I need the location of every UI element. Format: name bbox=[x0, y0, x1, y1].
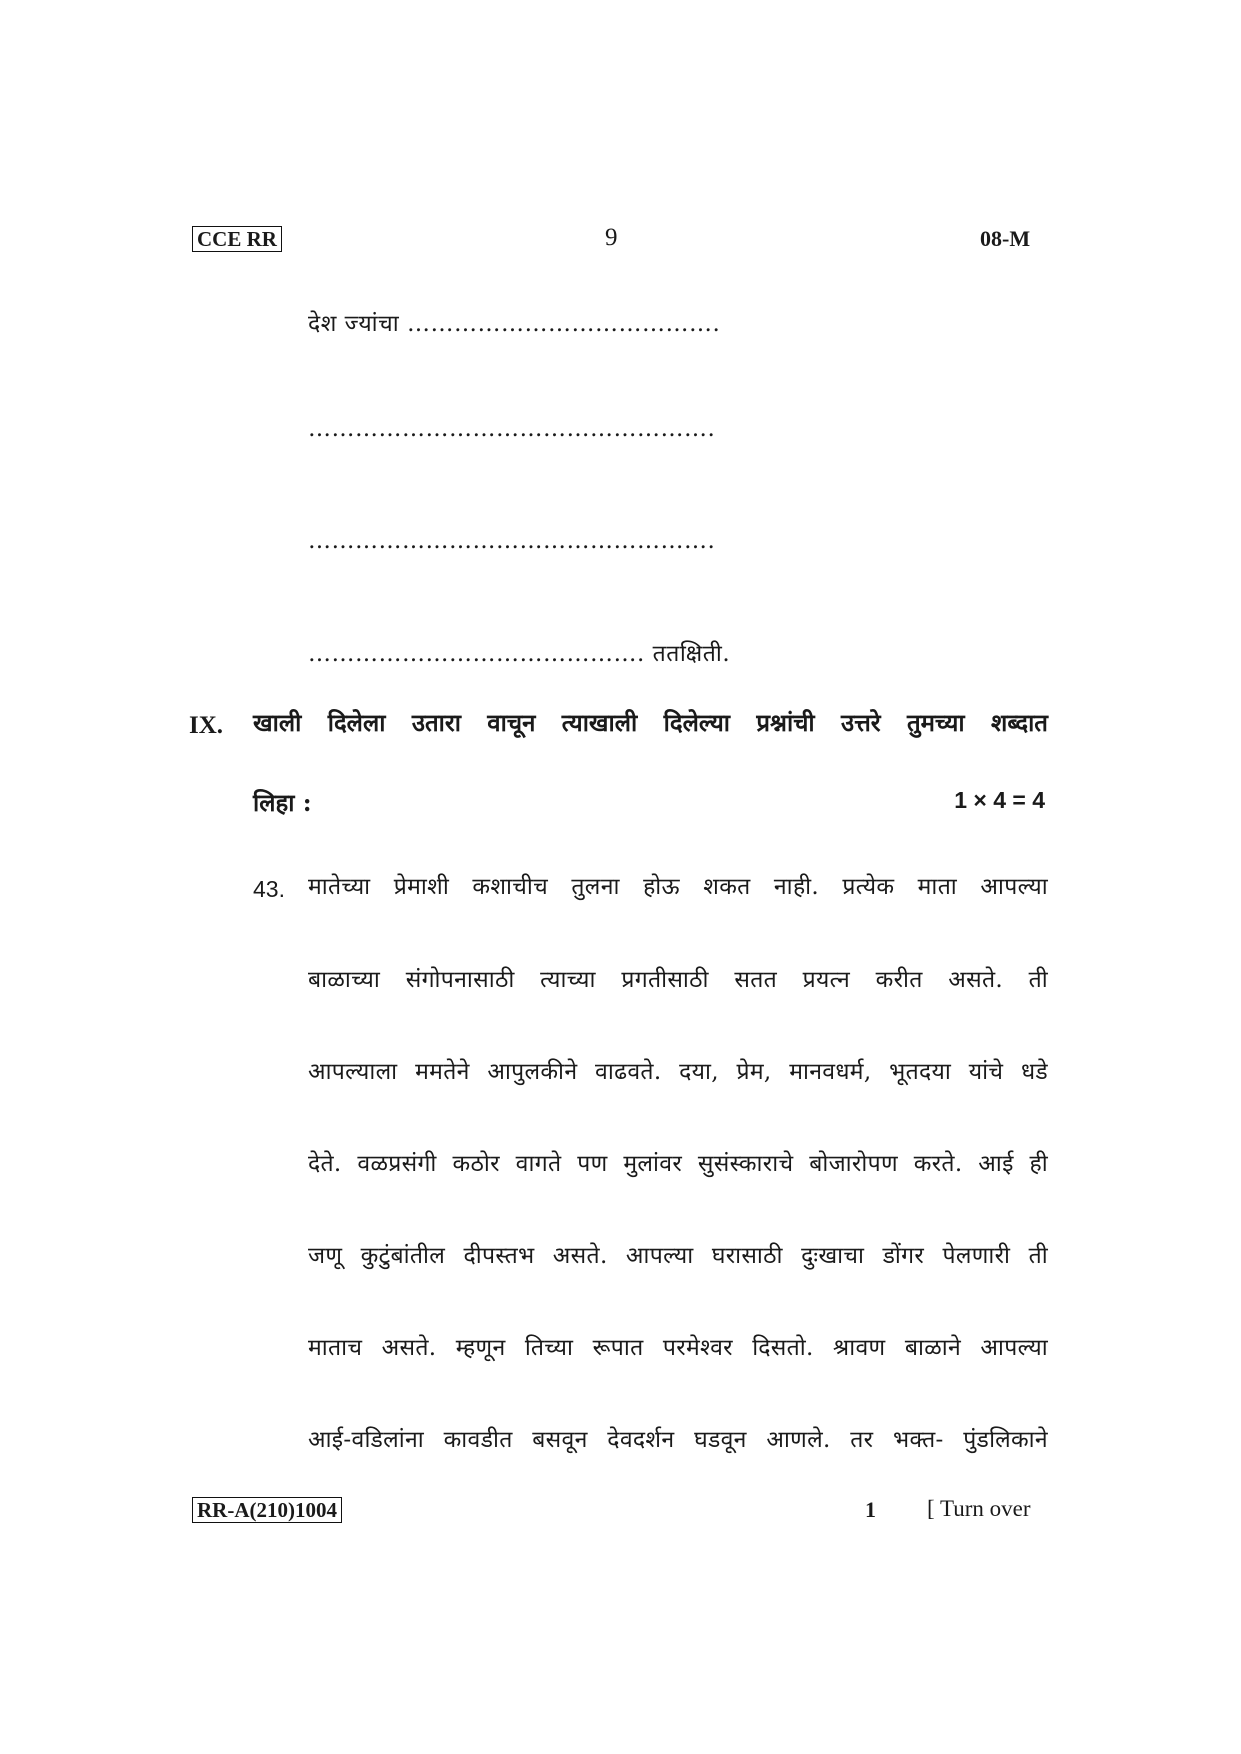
passage-line-3: आपल्याला ममतेने आपुलकीने वाढवते. दया, प्रेम, मानवधर्म, भूतदया यांचे धडे bbox=[308, 1059, 1048, 1085]
footer-code-box: RR-A(210)1004 bbox=[192, 1497, 342, 1523]
poem-line-2: ……………………………………………. bbox=[308, 416, 716, 442]
question-number: 43. bbox=[253, 876, 285, 902]
poem-line-3: ……………………………………………. bbox=[308, 528, 716, 554]
page-number: 9 bbox=[605, 224, 618, 251]
passage-line-4: देते. वळप्रसंगी कठोर वागते पण मुलांवर सुसंस्काराचे बोजारोपण करते. आई ही bbox=[308, 1151, 1048, 1177]
passage-line-1: मातेच्या प्रेमाशी कशाचीच तुलना होऊ शकत नाही. प्रत्येक माता आपल्या bbox=[308, 874, 1048, 900]
poem-line-1: देश ज्यांचा …………………………………. bbox=[308, 311, 721, 337]
section-instruction: खाली दिलेला उतारा वाचून त्याखाली दिलेल्या प्रश्नांची उत्तरे तुमच्या शब्दात bbox=[253, 708, 1048, 737]
section-marks: 1 × 4 = 4 bbox=[954, 787, 1045, 813]
passage-line-7: आई-वडिलांना कावडीत बसवून देवदर्शन घडवून आणले. तर भक्त- पुंडलिकाने bbox=[308, 1427, 1048, 1453]
passage-line-2: बाळाच्या संगोपनासाठी त्याच्या प्रगतीसाठी सतत प्रयत्न करीत असते. ती bbox=[308, 967, 1048, 993]
section-number: IX. bbox=[189, 712, 224, 739]
passage-line-6: माताच असते. म्हणून तिच्या रूपात परमेश्वर दिसतो. श्रावण बाळाने आपल्या bbox=[308, 1335, 1048, 1361]
header-code-box: CCE RR bbox=[192, 226, 282, 252]
poem-line-4: ……………………………………. ततक्षिती. bbox=[308, 641, 731, 667]
section-instruction-continued: लिहा : bbox=[253, 788, 312, 817]
passage-line-5: जणू कुटुंबांतील दीपस्तभ असते. आपल्या घरासाठी दुःखाचा डोंगर पेलणारी ती bbox=[308, 1243, 1048, 1269]
turn-over-label: [ Turn over bbox=[927, 1496, 1031, 1521]
footer-page-number: 1 bbox=[865, 1497, 876, 1522]
paper-code: 08-M bbox=[980, 226, 1031, 251]
